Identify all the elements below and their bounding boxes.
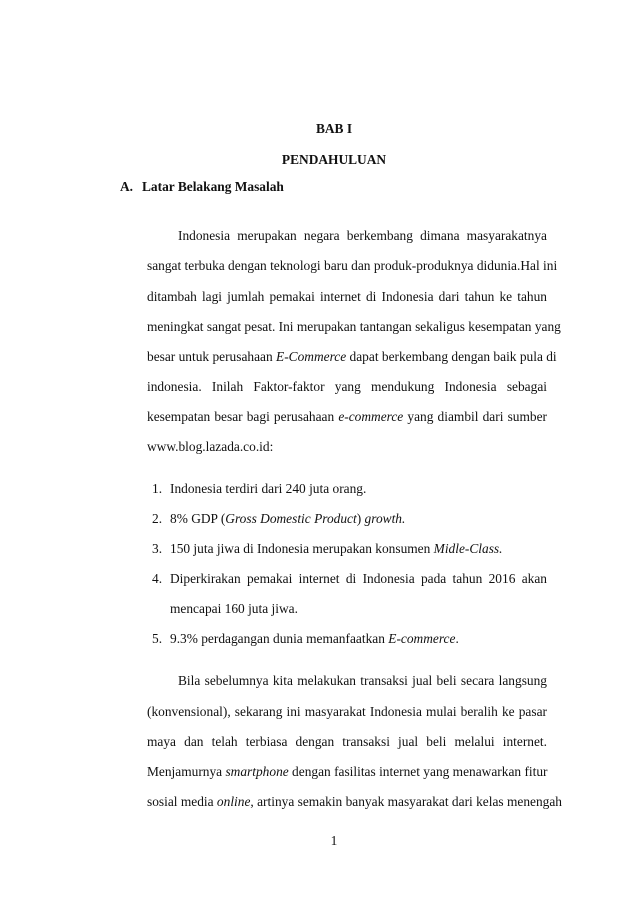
list-text: Indonesia terdiri dari 240 juta orang. [170, 481, 367, 496]
paragraph1-line6: indonesia. Inilah Faktor-faktor yang mendukung Indonesia sebagai [147, 379, 547, 394]
paragraph1-line8: www.blog.lazada.co.id: [147, 439, 274, 454]
paragraph2-line5 [147, 793, 562, 811]
list-number: 4. [152, 571, 163, 586]
list-text-italic: Gross Domestic Product [225, 511, 357, 526]
list-text [170, 630, 547, 648]
p2-l5-part3: , artinya semakin banyak masyarakat dari kelas menengah [250, 794, 562, 809]
list-text: Diperkirakan pemakai internet di Indonesia pada tahun 2016 akan [170, 571, 547, 586]
p2-l4-part3: dengan fasilitas internet yang menawarkan fitur [288, 764, 548, 779]
list-text [170, 540, 547, 558]
paragraph2-line1: Bila sebelumnya kita melakukan transaksi jual beli secara langsung [178, 673, 547, 688]
paragraph1-line7 [147, 408, 547, 426]
p1-l7-italic: e-commerce [338, 409, 404, 424]
list-number: 5. [152, 631, 163, 646]
section-heading-text: Latar Belakang Masalah [142, 179, 284, 194]
paragraph1-line5 [147, 348, 557, 366]
p1-l5-part1: besar untuk perusahaan [147, 349, 277, 364]
paragraph1-line1: Indonesia merupakan negara berkembang dimana masyarakatnya [178, 228, 547, 243]
list-text-part: 8% GDP ( [170, 511, 226, 526]
paragraph1-line4: meningkat sangat pesat. Ini merupakan tantangan sekaligus kesempatan yang [147, 319, 561, 334]
p1-l5-italic: E-Commerce [276, 349, 347, 364]
list-text-italic: growth. [364, 511, 406, 526]
paragraph2-line2: (konvensional), sekarang ini masyarakat Indonesia mulai beralih ke pasar [147, 704, 547, 719]
list-text-italic: E-commerce [388, 631, 456, 646]
section-label: A. [120, 179, 134, 194]
list-text-part: 9.3% perdagangan dunia memanfaatkan [170, 631, 389, 646]
p1-l7-part1: kesempatan besar bagi perusahaan [147, 409, 339, 424]
paragraph2-line3: maya dan telah terbiasa dengan transaksi jual beli melalui internet. [147, 734, 547, 749]
list-text-part: 150 juta jiwa di Indonesia merupakan konsumen [170, 541, 434, 556]
paragraph1-line2: sangat terbuka dengan teknologi baru dan produk-produknya didunia.Hal ini [147, 258, 558, 273]
p2-l4-part1: Menjamurnya [147, 764, 226, 779]
p1-l7-part3: yang diambil dari sumber [403, 409, 547, 424]
list-text-italic: Midle-Class. [433, 541, 503, 556]
chapter-title: PENDAHULUAN [281, 152, 387, 167]
page-number: 1 [330, 833, 338, 848]
list-number: 2. [152, 511, 163, 526]
paragraph1-line3: ditambah lagi jumlah pemakai internet di Indonesia dari tahun ke tahun [147, 289, 547, 304]
list-number: 1. [152, 481, 163, 496]
p1-l5-part3: dapat berkembang dengan baik pula di [346, 349, 557, 364]
section-heading [120, 179, 284, 195]
list-text [170, 510, 547, 528]
paragraph2-line4 [147, 763, 547, 781]
list-text-part: . [455, 631, 459, 646]
list-text-part: ) [356, 511, 365, 526]
p2-l5-part1: sosial media [147, 794, 217, 809]
p2-l4-italic: smartphone [225, 764, 289, 779]
list-number: 3. [152, 541, 163, 556]
chapter-label: BAB I [315, 121, 353, 136]
p2-l5-italic: online [216, 794, 251, 809]
list-item-continuation: mencapai 160 juta jiwa. [170, 601, 298, 616]
